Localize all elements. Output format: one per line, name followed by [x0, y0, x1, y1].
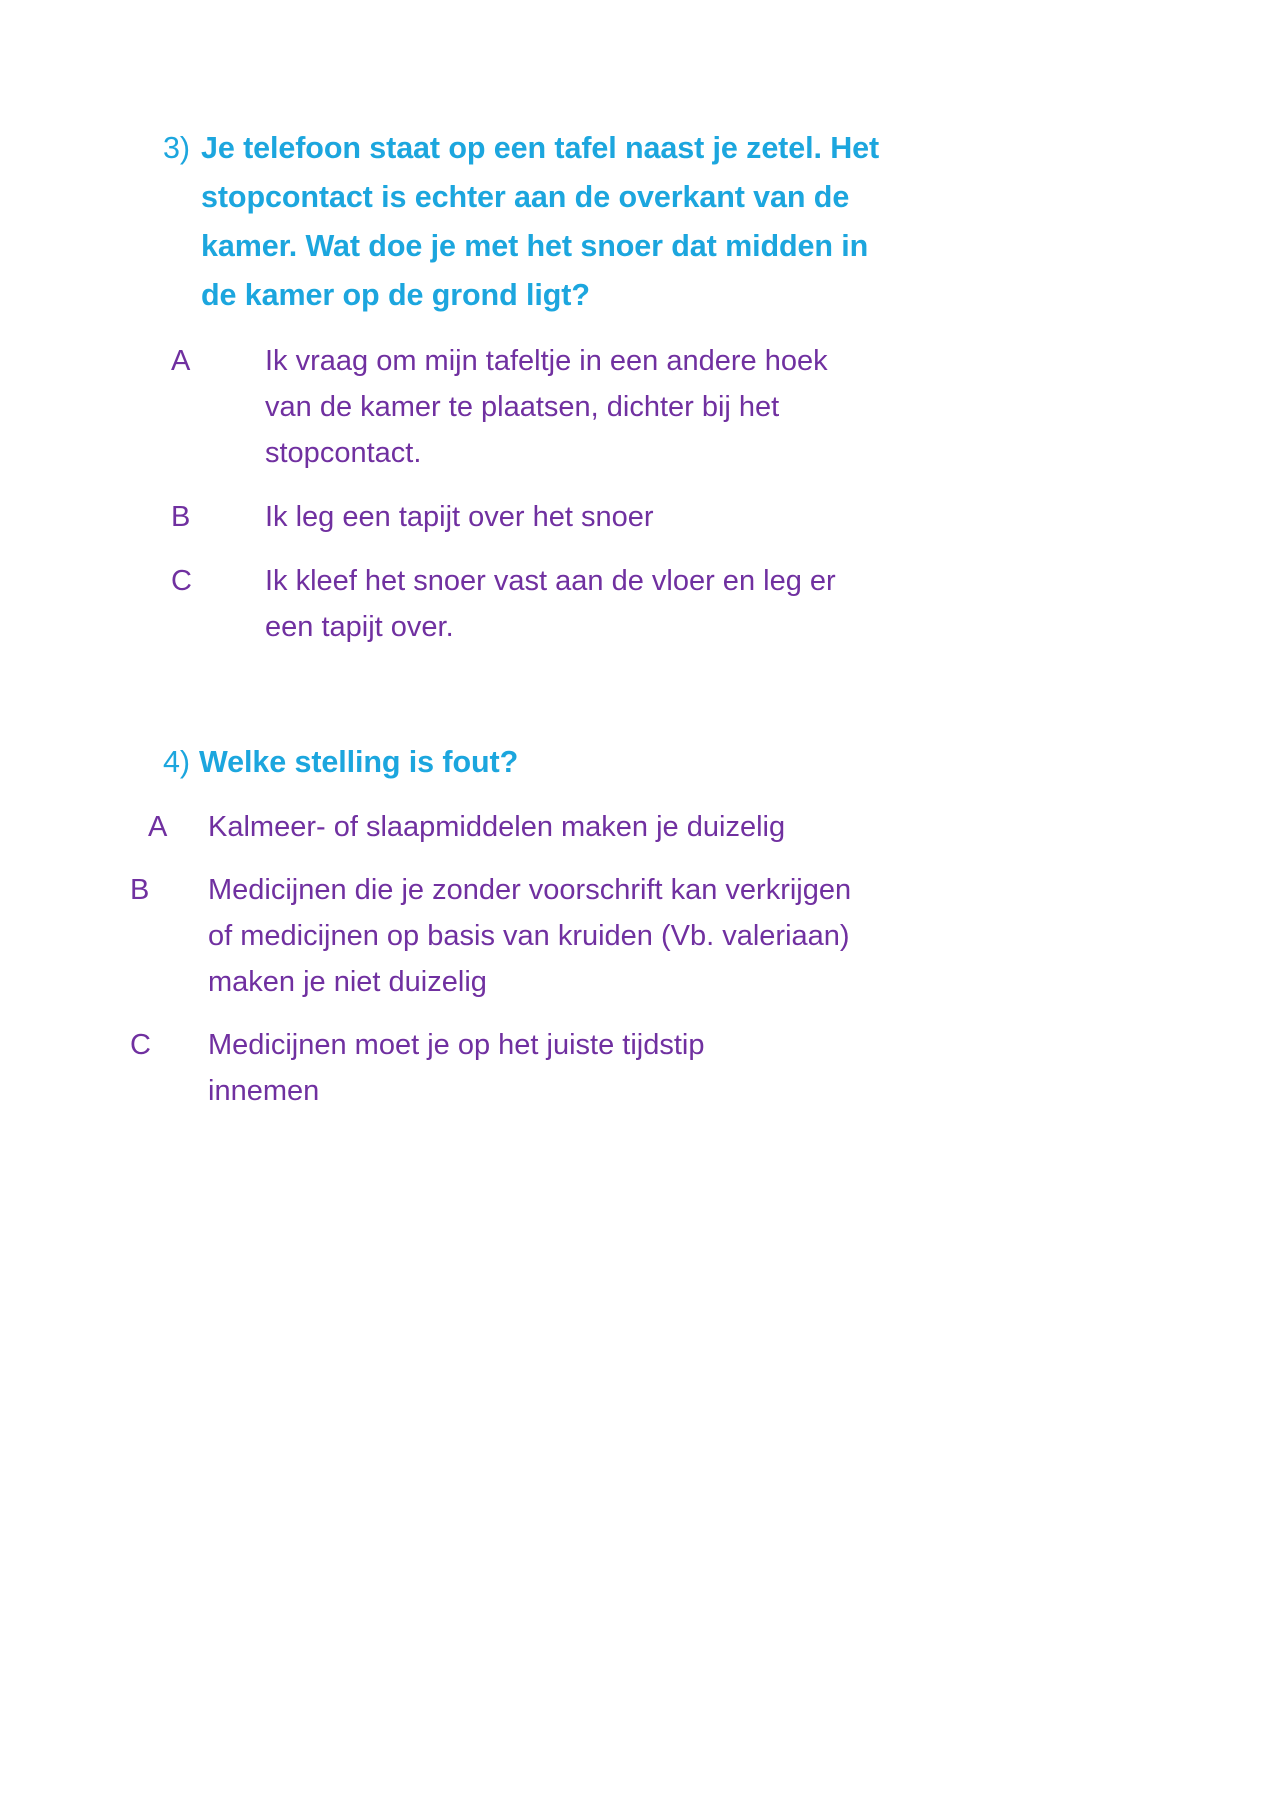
option-line: maken je niet duizelig [208, 966, 487, 998]
question-4-heading [130, 740, 990, 784]
option-letter: A [171, 345, 191, 377]
question-3-option-a[interactable] [163, 338, 963, 476]
option-text [265, 494, 963, 540]
question-3-line-1: Je telefoon staat op een tafel naast je zetel. Het [201, 131, 880, 165]
question-4-option-c[interactable] [130, 1022, 990, 1114]
question-4-option-a[interactable] [130, 804, 990, 850]
option-line: innemen [208, 1075, 320, 1107]
option-line: Medicijnen die je zonder voorschrift kan verkrijgen [208, 874, 852, 906]
option-text [208, 804, 990, 850]
question-3-option-c[interactable] [163, 558, 963, 650]
question-3-options [163, 338, 963, 650]
question-block-3 [163, 124, 963, 668]
option-letter: C [130, 1029, 151, 1061]
question-3-number: 3) [163, 131, 190, 165]
question-3-option-b[interactable] [163, 494, 963, 540]
option-line: een tapijt over. [265, 611, 454, 643]
question-block-4 [130, 740, 990, 1131]
option-line: Ik vraag om mijn tafeltje in een andere hoek [265, 345, 828, 377]
question-4-option-b[interactable] [130, 867, 990, 1005]
question-4-line-1: Welke stelling is fout? [199, 745, 519, 779]
question-3-heading [163, 124, 963, 320]
question-3-line-4: de kamer op de grond ligt? [201, 278, 590, 312]
option-letter: B [171, 501, 191, 533]
option-line: of medicijnen op basis van kruiden (Vb. valeriaan) [208, 920, 850, 952]
option-text [208, 1022, 990, 1114]
option-line: Kalmeer- of slaapmiddelen maken je duizelig [208, 811, 786, 843]
option-letter: C [171, 565, 192, 597]
question-3-text [201, 124, 963, 320]
option-line: stopcontact. [265, 437, 422, 469]
question-3-line-2: stopcontact is echter aan de overkant van de [201, 180, 850, 214]
option-text [208, 867, 990, 1005]
option-text [265, 338, 963, 476]
question-4-number: 4) [163, 745, 190, 779]
question-4-text [199, 740, 990, 784]
question-4-options [130, 804, 990, 1114]
question-3-line-3: kamer. Wat doe je met het snoer dat midden in [201, 229, 869, 263]
option-line: Ik kleef het snoer vast aan de vloer en leg er [265, 565, 836, 597]
option-line: van de kamer te plaatsen, dichter bij het [265, 391, 780, 423]
option-line: Medicijnen moet je op het juiste tijdstip [208, 1029, 705, 1061]
option-line: Ik leg een tapijt over het snoer [265, 501, 654, 533]
option-letter: B [130, 874, 150, 906]
option-text [265, 558, 963, 650]
option-letter: A [148, 811, 168, 843]
